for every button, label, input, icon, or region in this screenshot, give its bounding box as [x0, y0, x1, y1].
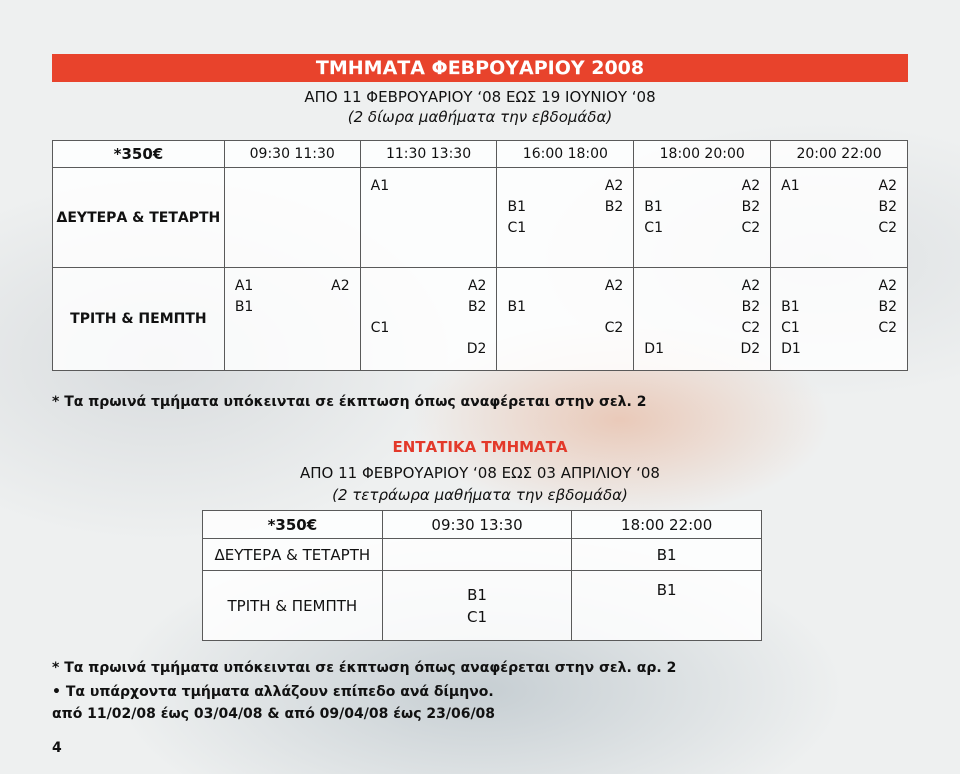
class-level-label: B2: [604, 199, 624, 215]
intensive-period: ΑΠΟ 11 ΦΕΒΡΟΥΑΡΙΟΥ ‘08 ΕΩΣ 03 ΑΠΡΙΛΙΟΥ ‘08: [300, 464, 660, 482]
class-level-label: C1: [370, 320, 390, 336]
class-level-label: A2: [604, 178, 624, 194]
class-cell: [225, 268, 360, 370]
class-level-label: B2: [878, 199, 897, 215]
class-level-label: A1: [234, 278, 254, 294]
class-level-label: A2: [878, 278, 897, 294]
class-cell: [361, 168, 497, 267]
class-cell: [497, 168, 633, 267]
class-level-label: B2: [878, 299, 897, 315]
day-label-tue-thu: ΤΡΙΤΗ & ΠΕΜΠΤΗ: [53, 268, 225, 371]
class-level-label: D1: [644, 341, 664, 357]
class-cell: [497, 268, 633, 370]
page-number: 4: [52, 740, 62, 756]
schedule-header-row: [53, 141, 908, 168]
class-level-label: B1: [507, 199, 526, 215]
class-level-label: B2: [467, 299, 487, 315]
intensive-cell-evening: B1: [572, 571, 762, 641]
class-cell: [771, 268, 907, 370]
time-slot-3: 16:00 18:00: [497, 141, 634, 168]
class-level-label: B1: [507, 299, 526, 315]
class-level-label: C1: [781, 320, 800, 336]
page-title: ΤΜΗΜΑΤΑ ΦΕΒΡΟΥΑΡΙΟΥ 2008: [315, 57, 645, 79]
row-tuesday-thursday: [53, 268, 908, 371]
bottom-note-dates: από 11/02/08 έως 03/04/08 & από 09/04/08 έως 23/06/08: [52, 706, 496, 722]
intensive-slot-2: 18:00 22:00: [572, 511, 762, 539]
page-title-banner: [52, 54, 908, 82]
day-label-mon-wed: ΔΕΥΤΕΡΑ & ΤΕΤΑΡΤΗ: [53, 168, 225, 268]
class-level-label: A2: [741, 178, 761, 194]
discount-note: * Τα πρωινά τμήματα υπόκεινται σε έκπτωση όπως αναφέρεται στην σελ. 2: [52, 394, 647, 410]
class-level-label: A2: [331, 278, 350, 294]
class-level-label: A2: [604, 278, 624, 294]
intensive-cell-morning: [382, 539, 572, 571]
intensive-class: C1: [467, 607, 488, 626]
schedule-frequency: (2 δίωρα μαθήματα την εβδομάδα): [347, 108, 613, 126]
class-level-label: C1: [507, 220, 527, 236]
time-slot-2: 11:30 13:30: [360, 141, 497, 168]
class-level-label: A2: [741, 278, 761, 294]
intensive-class: B1: [467, 585, 487, 604]
class-level-label: B1: [781, 299, 800, 315]
bottom-note-levels: • Τα υπάρχοντα τμήματα αλλάζουν επίπεδο ανά δίμηνο.: [52, 684, 494, 700]
class-level-label: A2: [878, 178, 897, 194]
class-cell: [634, 168, 770, 267]
intensive-cell-evening: B1: [572, 539, 762, 571]
class-level-label: C2: [878, 320, 897, 336]
row-monday-wednesday: [53, 168, 908, 268]
price-cell: *350€: [53, 141, 225, 168]
intensive-row-mon-wed: [203, 539, 762, 571]
class-level-label: B1: [644, 199, 663, 215]
intensive-slot-1: 09:30 13:30: [382, 511, 572, 539]
class-level-label: D2: [466, 341, 487, 357]
class-level-label: B2: [741, 299, 761, 315]
class-level-label: C1: [644, 220, 663, 236]
schedule-period: ΑΠΟ 11 ΦΕΒΡΟΥΑΡΙΟΥ ‘08 ΕΩΣ 19 ΙΟΥΝΙΟΥ ‘08: [304, 88, 656, 106]
class-level-label: C2: [604, 320, 624, 336]
class-level-label: D2: [740, 341, 761, 357]
intensive-title: ΕΝΤΑΤΙΚΑ ΤΜΗΜΑΤΑ: [392, 438, 568, 456]
bottom-note-discount: * Τα πρωινά τμήματα υπόκεινται σε έκπτωση όπως αναφέρεται στην σελ. αρ. 2: [52, 660, 677, 676]
intensive-table: [202, 510, 762, 641]
class-level-label: B1: [234, 299, 254, 315]
intensive-price: *350€: [203, 511, 383, 539]
intensive-header-row: [203, 511, 762, 539]
class-level-label: B2: [741, 199, 761, 215]
time-slot-1: 09:30 11:30: [224, 141, 360, 168]
intensive-day-mon-wed: ΔΕΥΤΕΡΑ & ΤΕΤΑΡΤΗ: [203, 539, 383, 571]
intensive-row-tue-thu: [203, 571, 762, 641]
class-level-label: A1: [781, 178, 800, 194]
class-cell: [225, 168, 360, 267]
intensive-frequency: (2 τετράωρα μαθήματα την εβδομάδα): [332, 486, 628, 504]
intensive-day-tue-thu: ΤΡΙΤΗ & ΠΕΜΠΤΗ: [203, 571, 383, 641]
class-level-label: D1: [781, 341, 801, 357]
time-slot-5: 20:00 22:00: [771, 141, 908, 168]
class-level-label: A2: [467, 278, 487, 294]
schedule-table: [52, 140, 908, 371]
time-slot-4: 18:00 20:00: [634, 141, 771, 168]
class-cell: [634, 268, 770, 370]
class-level-label: C2: [741, 320, 761, 336]
class-cell: [361, 268, 497, 370]
class-level-label: C2: [741, 220, 761, 236]
class-level-label: A1: [370, 178, 390, 194]
class-cell: [771, 168, 907, 267]
class-level-label: C2: [878, 220, 897, 236]
